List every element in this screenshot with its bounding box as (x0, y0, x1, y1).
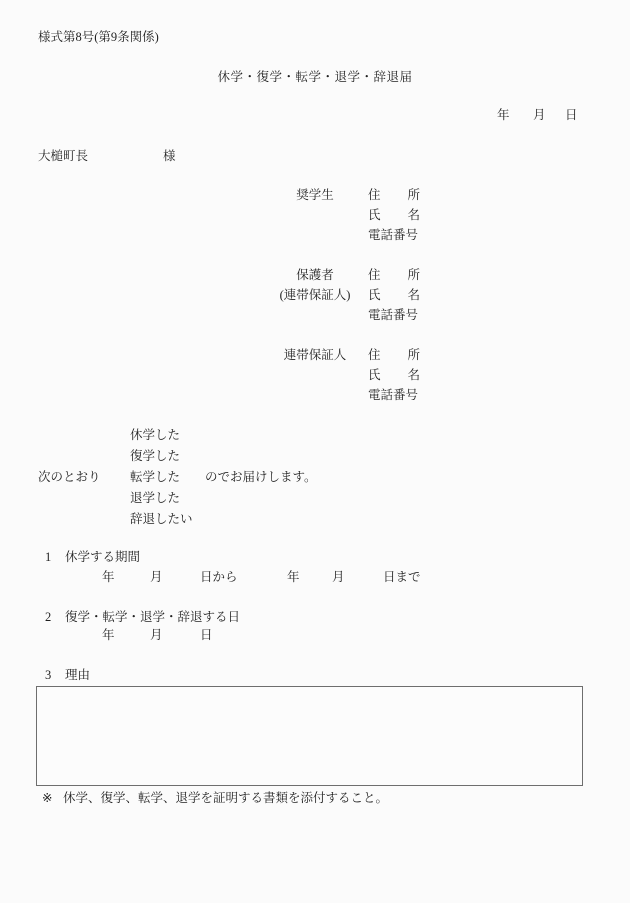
form-number: 様式第8号(第9条関係) (38, 30, 159, 44)
field-name-label (368, 205, 420, 225)
section-title: 休学する期間 (65, 550, 141, 564)
date-token: 年 (287, 570, 300, 584)
field-name-label (368, 285, 420, 305)
addressee-name: 大槌町長 (38, 149, 89, 163)
field-label-part: 所 (407, 348, 420, 362)
declaration-prefix: 次のとおり (38, 470, 101, 484)
footnote-mark: ※ (42, 791, 53, 805)
date-token: 年 (102, 570, 115, 584)
declaration-suffix: のでお届けします。 (205, 470, 317, 484)
declaration-option: 休学した (130, 428, 181, 442)
section-number: 1 (45, 550, 52, 564)
date-token: 月 (150, 570, 163, 584)
date-token: 月 (150, 628, 163, 642)
field-label-part: 所 (407, 268, 420, 282)
field-label-part: 氏 (368, 208, 381, 222)
party-name: 保護者 (296, 268, 334, 282)
field-label-part: 住 (368, 348, 381, 362)
declaration-option: 辞退したい (130, 512, 193, 526)
field-label-part: 氏 (368, 288, 381, 302)
reason-box (36, 686, 583, 786)
date-year-label: 年 (497, 108, 510, 122)
section-number: 3 (45, 668, 52, 682)
date-day-label: 日 (565, 108, 578, 122)
field-phone-label: 電話番号 (368, 228, 419, 242)
field-address-label (368, 345, 420, 365)
section-title: 復学・転学・退学・辞退する日 (65, 610, 241, 624)
date-token: 年 (102, 628, 115, 642)
field-name-label (368, 365, 420, 385)
field-label-part: 所 (407, 188, 420, 202)
field-phone-label: 電話番号 (368, 308, 419, 322)
party-fields (368, 185, 420, 245)
date-token: 日から (200, 570, 238, 584)
field-address-label (368, 265, 420, 285)
field-label-part: 氏 (368, 368, 381, 382)
date-token: 日 (200, 628, 213, 642)
declaration-option: 復学した (130, 449, 181, 463)
field-address-label (368, 185, 420, 205)
party-name: 連帯保証人 (283, 348, 347, 362)
field-label-part: 名 (407, 288, 420, 302)
page-title: 休学・復学・転学・退学・辞退届 (217, 70, 413, 84)
field-phone-label: 電話番号 (368, 388, 419, 402)
field-label-part: 住 (368, 268, 381, 282)
field-label-part: 名 (407, 368, 420, 382)
date-token: 月 (332, 570, 345, 584)
declaration-option: 退学した (130, 491, 181, 505)
declaration-option: 転学した (130, 470, 181, 484)
section-title: 理由 (65, 668, 91, 682)
date-month-label: 月 (533, 108, 546, 122)
field-label-part: 住 (368, 188, 381, 202)
date-token: 日まで (383, 570, 421, 584)
section-number: 2 (45, 610, 52, 624)
footnote-text: 休学、復学、転学、退学を証明する書類を添付すること。 (63, 791, 389, 805)
declaration-options (130, 425, 193, 530)
party-fields (368, 345, 420, 405)
field-label-part: 名 (407, 208, 420, 222)
party-subname: (連帯保証人) (279, 288, 351, 302)
party-fields (368, 265, 420, 325)
addressee-honorific: 様 (163, 149, 176, 163)
party-name: 奨学生 (296, 188, 334, 202)
